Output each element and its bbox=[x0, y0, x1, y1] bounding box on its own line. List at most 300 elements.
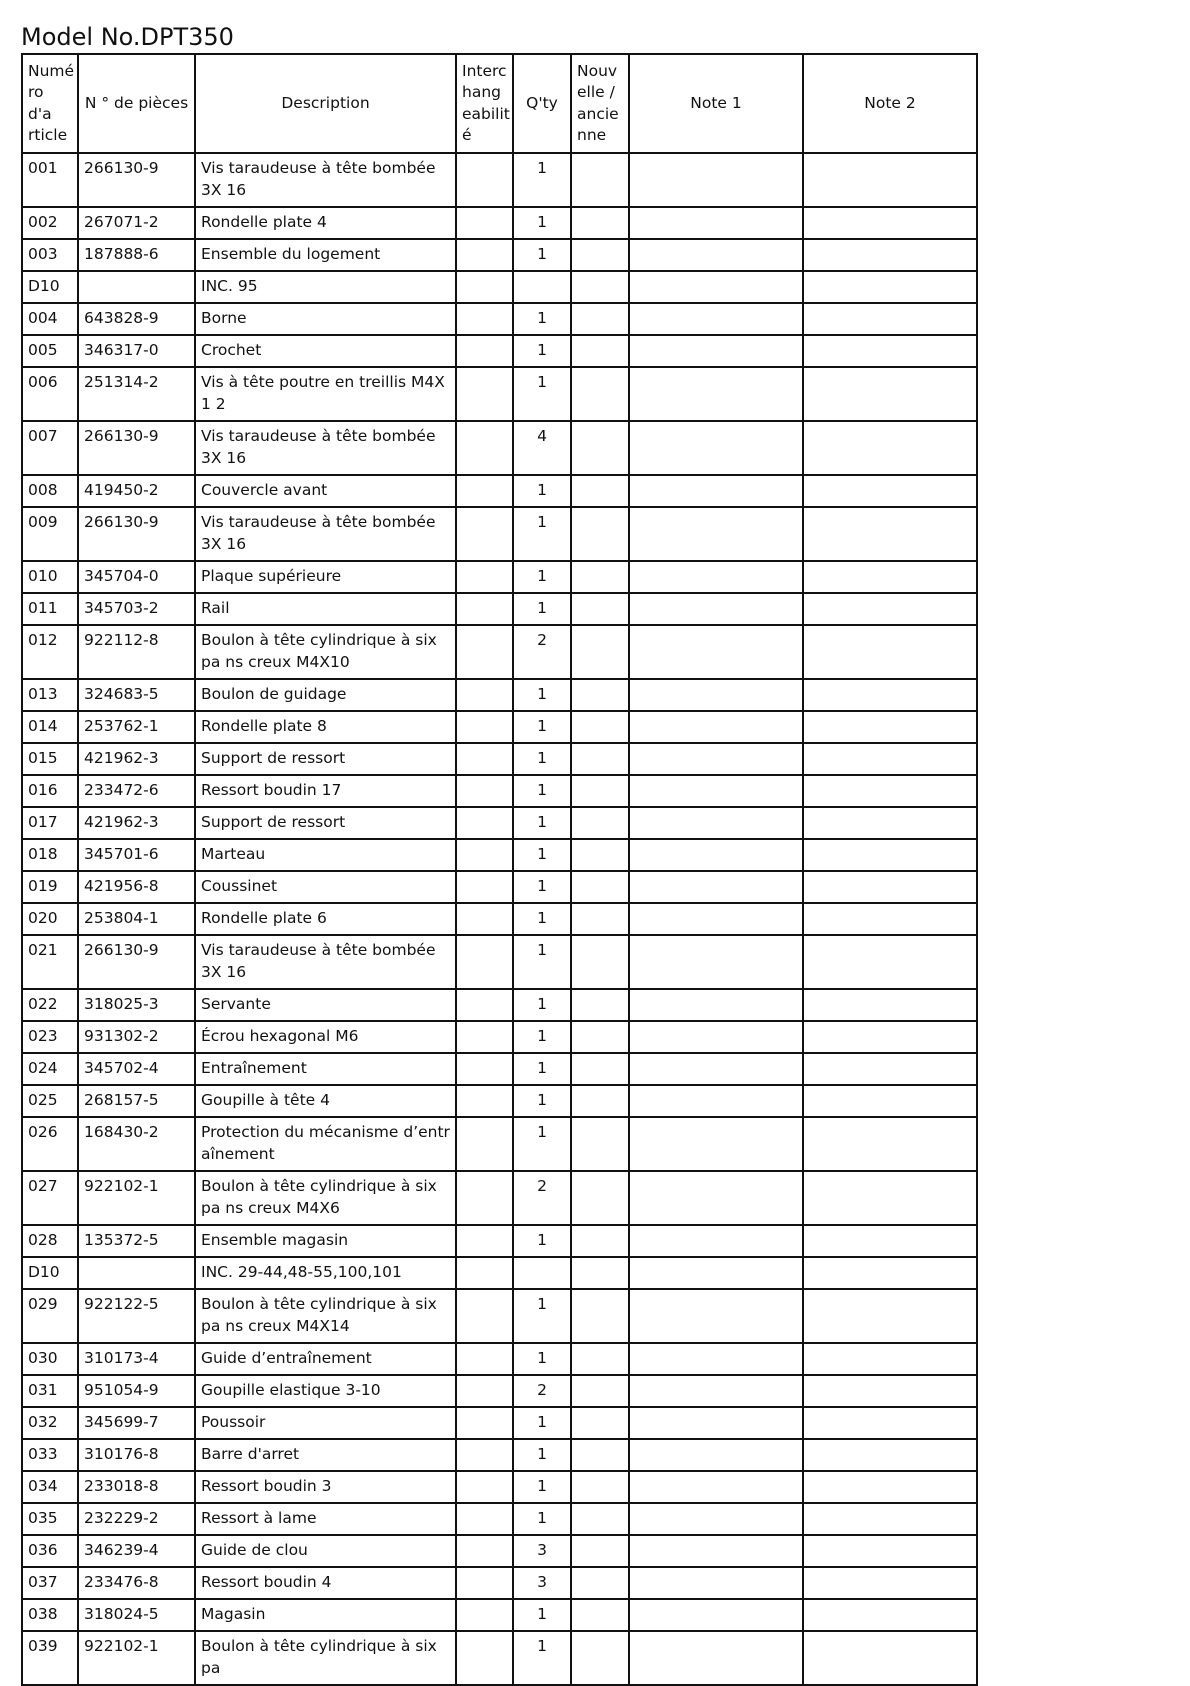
description-cell: Ensemble magasin bbox=[195, 1225, 456, 1257]
new-old-cell bbox=[571, 711, 629, 743]
new-old-cell bbox=[571, 1503, 629, 1535]
part-no-cell: 266130-9 bbox=[78, 421, 195, 475]
note1-cell bbox=[629, 271, 803, 303]
item-no-cell: 015 bbox=[22, 743, 78, 775]
item-no-cell: 038 bbox=[22, 1599, 78, 1631]
note1-cell bbox=[629, 239, 803, 271]
part-no-cell: 922102-1 bbox=[78, 1171, 195, 1225]
note2-cell bbox=[803, 871, 977, 903]
part-no-cell: 421956-8 bbox=[78, 871, 195, 903]
note1-cell bbox=[629, 1257, 803, 1289]
qty-cell: 1 bbox=[513, 807, 571, 839]
note2-cell bbox=[803, 507, 977, 561]
note2-cell bbox=[803, 593, 977, 625]
note2-cell bbox=[803, 303, 977, 335]
item-no-cell: 033 bbox=[22, 1439, 78, 1471]
new-old-cell bbox=[571, 1053, 629, 1085]
description-cell: Rondelle plate 4 bbox=[195, 207, 456, 239]
note1-cell bbox=[629, 207, 803, 239]
part-no-cell: 345702-4 bbox=[78, 1053, 195, 1085]
item-no-cell: 037 bbox=[22, 1567, 78, 1599]
note2-cell bbox=[803, 807, 977, 839]
note1-cell bbox=[629, 1503, 803, 1535]
note1-cell bbox=[629, 775, 803, 807]
description-cell: Rail bbox=[195, 593, 456, 625]
item-no-cell: 018 bbox=[22, 839, 78, 871]
note2-cell bbox=[803, 153, 977, 207]
table-row bbox=[22, 935, 977, 989]
note1-cell bbox=[629, 153, 803, 207]
note2-cell bbox=[803, 1631, 977, 1685]
part-no-cell: 266130-9 bbox=[78, 153, 195, 207]
part-no-cell: 135372-5 bbox=[78, 1225, 195, 1257]
part-no-cell: 324683-5 bbox=[78, 679, 195, 711]
description-cell: Ressort à lame bbox=[195, 1503, 456, 1535]
new-old-cell bbox=[571, 903, 629, 935]
item-no-cell: 035 bbox=[22, 1503, 78, 1535]
qty-cell: 1 bbox=[513, 935, 571, 989]
new-old-cell bbox=[571, 839, 629, 871]
table-row bbox=[22, 711, 977, 743]
interchangeability-cell bbox=[456, 1053, 513, 1085]
description-cell: Magasin bbox=[195, 1599, 456, 1631]
note1-cell bbox=[629, 807, 803, 839]
qty-cell: 1 bbox=[513, 839, 571, 871]
new-old-cell bbox=[571, 1439, 629, 1471]
description-cell: Boulon de guidage bbox=[195, 679, 456, 711]
table-row bbox=[22, 679, 977, 711]
description-cell: Ressort boudin 17 bbox=[195, 775, 456, 807]
item-no-cell: 010 bbox=[22, 561, 78, 593]
new-old-cell bbox=[571, 335, 629, 367]
qty-cell: 1 bbox=[513, 1225, 571, 1257]
qty-cell: 1 bbox=[513, 1599, 571, 1631]
item-no-cell: 004 bbox=[22, 303, 78, 335]
item-no-cell: 002 bbox=[22, 207, 78, 239]
part-no-cell: 419450-2 bbox=[78, 475, 195, 507]
new-old-cell bbox=[571, 1225, 629, 1257]
interchangeability-cell bbox=[456, 1085, 513, 1117]
description-cell: Boulon à tête cylindrique à six pa ns creux M4X10 bbox=[195, 625, 456, 679]
qty-cell: 2 bbox=[513, 1375, 571, 1407]
note2-cell bbox=[803, 271, 977, 303]
table-row bbox=[22, 1375, 977, 1407]
note1-cell bbox=[629, 1021, 803, 1053]
description-cell: Poussoir bbox=[195, 1407, 456, 1439]
table-row bbox=[22, 1225, 977, 1257]
note2-cell bbox=[803, 239, 977, 271]
note2-cell bbox=[803, 1375, 977, 1407]
note1-cell bbox=[629, 335, 803, 367]
note2-cell bbox=[803, 903, 977, 935]
item-no-cell: 016 bbox=[22, 775, 78, 807]
new-old-cell bbox=[571, 679, 629, 711]
interchangeability-cell bbox=[456, 1599, 513, 1631]
table-row bbox=[22, 561, 977, 593]
item-no-cell: 034 bbox=[22, 1471, 78, 1503]
description-cell: Boulon à tête cylindrique à six pa bbox=[195, 1631, 456, 1685]
table-row bbox=[22, 1171, 977, 1225]
item-no-cell: 020 bbox=[22, 903, 78, 935]
note2-cell bbox=[803, 625, 977, 679]
qty-cell: 1 bbox=[513, 1343, 571, 1375]
note2-cell bbox=[803, 1257, 977, 1289]
part-no-cell: 268157-5 bbox=[78, 1085, 195, 1117]
item-no-cell: 032 bbox=[22, 1407, 78, 1439]
interchangeability-cell bbox=[456, 271, 513, 303]
note2-cell bbox=[803, 935, 977, 989]
item-no-cell: 021 bbox=[22, 935, 78, 989]
qty-cell: 1 bbox=[513, 1117, 571, 1171]
note1-cell bbox=[629, 1439, 803, 1471]
part-no-cell: 310176-8 bbox=[78, 1439, 195, 1471]
table-row bbox=[22, 421, 977, 475]
note2-cell bbox=[803, 561, 977, 593]
qty-cell: 1 bbox=[513, 1471, 571, 1503]
table-row bbox=[22, 807, 977, 839]
interchangeability-cell bbox=[456, 1257, 513, 1289]
description-cell: Goupille elastique 3-10 bbox=[195, 1375, 456, 1407]
note1-cell bbox=[629, 1343, 803, 1375]
item-no-cell: 019 bbox=[22, 871, 78, 903]
table-row bbox=[22, 475, 977, 507]
item-no-cell: 024 bbox=[22, 1053, 78, 1085]
header-part-no: N ° de pièces bbox=[78, 54, 195, 153]
interchangeability-cell bbox=[456, 1631, 513, 1685]
description-cell: Vis taraudeuse à tête bombée 3X 16 bbox=[195, 153, 456, 207]
table-row bbox=[22, 1343, 977, 1375]
qty-cell bbox=[513, 1257, 571, 1289]
item-no-cell: 039 bbox=[22, 1631, 78, 1685]
description-cell: Ressort boudin 3 bbox=[195, 1471, 456, 1503]
part-no-cell: 421962-3 bbox=[78, 743, 195, 775]
header-new-old: Nouv elle / ancie nne bbox=[571, 54, 629, 153]
model-title: Model No.DPT350 bbox=[21, 23, 234, 51]
qty-cell: 1 bbox=[513, 1407, 571, 1439]
note2-cell bbox=[803, 1439, 977, 1471]
qty-cell: 1 bbox=[513, 593, 571, 625]
note1-cell bbox=[629, 1599, 803, 1631]
description-cell: Plaque supérieure bbox=[195, 561, 456, 593]
note2-cell bbox=[803, 1471, 977, 1503]
part-no-cell: 233018-8 bbox=[78, 1471, 195, 1503]
part-no-cell: 922112-8 bbox=[78, 625, 195, 679]
item-no-cell: 026 bbox=[22, 1117, 78, 1171]
table-row bbox=[22, 775, 977, 807]
table-row bbox=[22, 989, 977, 1021]
new-old-cell bbox=[571, 207, 629, 239]
part-no-cell: 922102-1 bbox=[78, 1631, 195, 1685]
part-no-cell: 951054-9 bbox=[78, 1375, 195, 1407]
item-no-cell: D10 bbox=[22, 271, 78, 303]
part-no-cell: 346317-0 bbox=[78, 335, 195, 367]
part-no-cell: 421962-3 bbox=[78, 807, 195, 839]
interchangeability-cell bbox=[456, 743, 513, 775]
table-row bbox=[22, 1021, 977, 1053]
description-cell: Entraînement bbox=[195, 1053, 456, 1085]
qty-cell: 1 bbox=[513, 1289, 571, 1343]
description-cell: Borne bbox=[195, 303, 456, 335]
part-no-cell: 168430-2 bbox=[78, 1117, 195, 1171]
part-no-cell: 345699-7 bbox=[78, 1407, 195, 1439]
note1-cell bbox=[629, 1375, 803, 1407]
new-old-cell bbox=[571, 367, 629, 421]
table-row bbox=[22, 271, 977, 303]
note2-cell bbox=[803, 1343, 977, 1375]
table-row bbox=[22, 839, 977, 871]
interchangeability-cell bbox=[456, 1117, 513, 1171]
part-no-cell: 266130-9 bbox=[78, 935, 195, 989]
item-no-cell: 028 bbox=[22, 1225, 78, 1257]
qty-cell: 1 bbox=[513, 1053, 571, 1085]
new-old-cell bbox=[571, 1567, 629, 1599]
note1-cell bbox=[629, 1471, 803, 1503]
note2-cell bbox=[803, 367, 977, 421]
description-cell: INC. 29-44,48-55,100,101 bbox=[195, 1257, 456, 1289]
interchangeability-cell bbox=[456, 1471, 513, 1503]
note2-cell bbox=[803, 1567, 977, 1599]
header-item-no: Numé ro d'a rticle bbox=[22, 54, 78, 153]
part-no-cell bbox=[78, 271, 195, 303]
description-cell: Protection du mécanisme d’entr aînement bbox=[195, 1117, 456, 1171]
note1-cell bbox=[629, 1535, 803, 1567]
qty-cell: 1 bbox=[513, 871, 571, 903]
interchangeability-cell bbox=[456, 475, 513, 507]
item-no-cell: D10 bbox=[22, 1257, 78, 1289]
part-no-cell: 253762-1 bbox=[78, 711, 195, 743]
qty-cell: 1 bbox=[513, 743, 571, 775]
table-row bbox=[22, 625, 977, 679]
table-row bbox=[22, 903, 977, 935]
note1-cell bbox=[629, 989, 803, 1021]
item-no-cell: 007 bbox=[22, 421, 78, 475]
item-no-cell: 005 bbox=[22, 335, 78, 367]
description-cell: Support de ressort bbox=[195, 807, 456, 839]
header-row bbox=[22, 54, 977, 153]
new-old-cell bbox=[571, 1631, 629, 1685]
item-no-cell: 012 bbox=[22, 625, 78, 679]
new-old-cell bbox=[571, 303, 629, 335]
new-old-cell bbox=[571, 1407, 629, 1439]
description-cell: Guide d’entraînement bbox=[195, 1343, 456, 1375]
interchangeability-cell bbox=[456, 1343, 513, 1375]
part-no-cell: 922122-5 bbox=[78, 1289, 195, 1343]
new-old-cell bbox=[571, 1085, 629, 1117]
table-row bbox=[22, 335, 977, 367]
note1-cell bbox=[629, 1085, 803, 1117]
table-row bbox=[22, 239, 977, 271]
table-row bbox=[22, 743, 977, 775]
interchangeability-cell bbox=[456, 1407, 513, 1439]
table-row bbox=[22, 1257, 977, 1289]
qty-cell: 3 bbox=[513, 1535, 571, 1567]
interchangeability-cell bbox=[456, 679, 513, 711]
new-old-cell bbox=[571, 935, 629, 989]
new-old-cell bbox=[571, 1471, 629, 1503]
note1-cell bbox=[629, 871, 803, 903]
description-cell: Crochet bbox=[195, 335, 456, 367]
note1-cell bbox=[629, 1631, 803, 1685]
qty-cell: 1 bbox=[513, 711, 571, 743]
qty-cell: 1 bbox=[513, 153, 571, 207]
item-no-cell: 023 bbox=[22, 1021, 78, 1053]
header-note2: Note 2 bbox=[803, 54, 977, 153]
interchangeability-cell bbox=[456, 1021, 513, 1053]
qty-cell: 3 bbox=[513, 1567, 571, 1599]
interchangeability-cell bbox=[456, 711, 513, 743]
note1-cell bbox=[629, 1407, 803, 1439]
interchangeability-cell bbox=[456, 1225, 513, 1257]
interchangeability-cell bbox=[456, 153, 513, 207]
qty-cell: 1 bbox=[513, 1631, 571, 1685]
interchangeability-cell bbox=[456, 1503, 513, 1535]
interchangeability-cell bbox=[456, 1439, 513, 1471]
part-no-cell: 318025-3 bbox=[78, 989, 195, 1021]
description-cell: Support de ressort bbox=[195, 743, 456, 775]
qty-cell: 1 bbox=[513, 475, 571, 507]
part-no-cell: 233472-6 bbox=[78, 775, 195, 807]
table-row bbox=[22, 871, 977, 903]
note2-cell bbox=[803, 421, 977, 475]
item-no-cell: 017 bbox=[22, 807, 78, 839]
interchangeability-cell bbox=[456, 335, 513, 367]
item-no-cell: 031 bbox=[22, 1375, 78, 1407]
description-cell: Ensemble du logement bbox=[195, 239, 456, 271]
note1-cell bbox=[629, 561, 803, 593]
description-cell: Rondelle plate 8 bbox=[195, 711, 456, 743]
note1-cell bbox=[629, 1289, 803, 1343]
note2-cell bbox=[803, 335, 977, 367]
table-row bbox=[22, 153, 977, 207]
new-old-cell bbox=[571, 1343, 629, 1375]
item-no-cell: 036 bbox=[22, 1535, 78, 1567]
new-old-cell bbox=[571, 1535, 629, 1567]
new-old-cell bbox=[571, 239, 629, 271]
interchangeability-cell bbox=[456, 989, 513, 1021]
description-cell: Vis taraudeuse à tête bombée 3X 16 bbox=[195, 421, 456, 475]
table-row bbox=[22, 1439, 977, 1471]
interchangeability-cell bbox=[456, 1375, 513, 1407]
parts-table bbox=[21, 53, 978, 1686]
description-cell: Boulon à tête cylindrique à six pa ns creux M4X6 bbox=[195, 1171, 456, 1225]
item-no-cell: 001 bbox=[22, 153, 78, 207]
new-old-cell bbox=[571, 475, 629, 507]
note2-cell bbox=[803, 1085, 977, 1117]
description-cell: INC. 95 bbox=[195, 271, 456, 303]
new-old-cell bbox=[571, 1375, 629, 1407]
note2-cell bbox=[803, 1225, 977, 1257]
note1-cell bbox=[629, 507, 803, 561]
qty-cell: 1 bbox=[513, 335, 571, 367]
qty-cell: 1 bbox=[513, 679, 571, 711]
qty-cell: 1 bbox=[513, 1021, 571, 1053]
interchangeability-cell bbox=[456, 935, 513, 989]
note2-cell bbox=[803, 1503, 977, 1535]
new-old-cell bbox=[571, 1117, 629, 1171]
table-row bbox=[22, 1085, 977, 1117]
interchangeability-cell bbox=[456, 421, 513, 475]
note1-cell bbox=[629, 743, 803, 775]
item-no-cell: 003 bbox=[22, 239, 78, 271]
new-old-cell bbox=[571, 807, 629, 839]
note2-cell bbox=[803, 1171, 977, 1225]
qty-cell: 1 bbox=[513, 561, 571, 593]
note2-cell bbox=[803, 1053, 977, 1085]
part-no-cell: 345703-2 bbox=[78, 593, 195, 625]
note2-cell bbox=[803, 1599, 977, 1631]
part-no-cell: 267071-2 bbox=[78, 207, 195, 239]
qty-cell: 1 bbox=[513, 239, 571, 271]
new-old-cell bbox=[571, 561, 629, 593]
qty-cell: 1 bbox=[513, 1503, 571, 1535]
header-description: Description bbox=[195, 54, 456, 153]
interchangeability-cell bbox=[456, 903, 513, 935]
note2-cell bbox=[803, 839, 977, 871]
table-row bbox=[22, 1471, 977, 1503]
description-cell: Guide de clou bbox=[195, 1535, 456, 1567]
qty-cell: 1 bbox=[513, 903, 571, 935]
interchangeability-cell bbox=[456, 871, 513, 903]
qty-cell: 1 bbox=[513, 989, 571, 1021]
qty-cell: 2 bbox=[513, 1171, 571, 1225]
qty-cell bbox=[513, 271, 571, 303]
interchangeability-cell bbox=[456, 593, 513, 625]
table-row bbox=[22, 303, 977, 335]
note2-cell bbox=[803, 1117, 977, 1171]
note1-cell bbox=[629, 1117, 803, 1171]
qty-cell: 1 bbox=[513, 367, 571, 421]
note1-cell bbox=[629, 1225, 803, 1257]
description-cell: Servante bbox=[195, 989, 456, 1021]
item-no-cell: 030 bbox=[22, 1343, 78, 1375]
description-cell: Vis à tête poutre en treillis M4X1 2 bbox=[195, 367, 456, 421]
qty-cell: 1 bbox=[513, 775, 571, 807]
part-no-cell: 233476-8 bbox=[78, 1567, 195, 1599]
note2-cell bbox=[803, 1289, 977, 1343]
interchangeability-cell bbox=[456, 1567, 513, 1599]
note2-cell bbox=[803, 1407, 977, 1439]
part-no-cell: 345704-0 bbox=[78, 561, 195, 593]
description-cell: Ressort boudin 4 bbox=[195, 1567, 456, 1599]
new-old-cell bbox=[571, 1021, 629, 1053]
note1-cell bbox=[629, 903, 803, 935]
note1-cell bbox=[629, 367, 803, 421]
item-no-cell: 008 bbox=[22, 475, 78, 507]
new-old-cell bbox=[571, 989, 629, 1021]
table-row bbox=[22, 593, 977, 625]
interchangeability-cell bbox=[456, 367, 513, 421]
table-row bbox=[22, 1117, 977, 1171]
item-no-cell: 029 bbox=[22, 1289, 78, 1343]
interchangeability-cell bbox=[456, 303, 513, 335]
note1-cell bbox=[629, 625, 803, 679]
description-cell: Rondelle plate 6 bbox=[195, 903, 456, 935]
description-cell: Coussinet bbox=[195, 871, 456, 903]
header-interchangeability: Interc hang eabilit é bbox=[456, 54, 513, 153]
interchangeability-cell bbox=[456, 625, 513, 679]
interchangeability-cell bbox=[456, 839, 513, 871]
note1-cell bbox=[629, 935, 803, 989]
part-no-cell: 310173-4 bbox=[78, 1343, 195, 1375]
note1-cell bbox=[629, 711, 803, 743]
note2-cell bbox=[803, 743, 977, 775]
note2-cell bbox=[803, 679, 977, 711]
item-no-cell: 009 bbox=[22, 507, 78, 561]
new-old-cell bbox=[571, 871, 629, 903]
qty-cell: 1 bbox=[513, 207, 571, 239]
interchangeability-cell bbox=[456, 807, 513, 839]
note1-cell bbox=[629, 475, 803, 507]
